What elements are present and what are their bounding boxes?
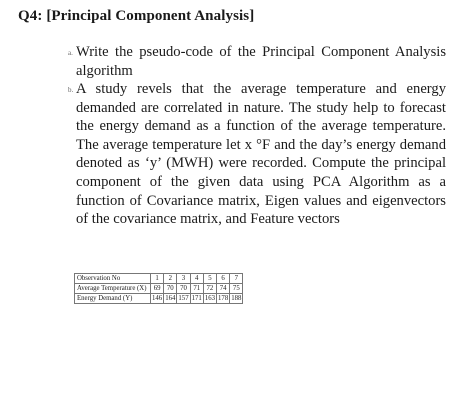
table-cell: 146 [152, 294, 163, 302]
row-label: Energy Demand (Y) [75, 294, 151, 304]
table-cell: 5 [203, 274, 216, 284]
question-heading: Q4: [Principal Component Analysis] [18, 8, 255, 24]
table-cell: 3 [177, 274, 190, 284]
table-cell: 70 [177, 284, 190, 294]
table-row [75, 274, 243, 284]
table-cell: 171 [191, 294, 202, 302]
table-row [75, 284, 243, 294]
table-row [75, 294, 243, 304]
row-label: Observation No [75, 274, 151, 284]
table-cell: 164 [165, 294, 176, 302]
table-cell: 188 [231, 294, 242, 302]
table-cell: 4 [190, 274, 203, 284]
table-cell: 178 [218, 294, 229, 302]
table-cell: 75 [230, 284, 243, 294]
table-cell: 157 [178, 294, 189, 302]
data-table [74, 273, 243, 304]
table-cell: 71 [190, 284, 203, 294]
table-cell: 72 [203, 284, 216, 294]
question-item-a [76, 43, 446, 80]
table-cell: 1 [151, 274, 164, 284]
table-cell: 2 [164, 274, 177, 284]
table-cell: 70 [164, 284, 177, 294]
table-cell: 69 [151, 284, 164, 294]
row-label: Average Temperature (X) [75, 284, 151, 294]
question-item-b [76, 80, 446, 229]
item-marker-a: a. [68, 49, 73, 57]
table-cell: 6 [217, 274, 230, 284]
table-cell: 163 [204, 294, 216, 302]
question-b-text: A study revels that the average temperature and energy demanded are correlated in nature. The study help to forecast the energy demand as a function of the average temperature. The average temperature let x °F and the day’s energy demand denoted as ‘y’ (MWH) were recorded. Compute the principal component of the given data using PCA Algorithm as a function of Covariance matrix, Eigen values and eigenvectors of the covariance matrix, and Feature vectors [76, 81, 446, 228]
table-cell: 74 [217, 284, 230, 294]
item-marker-b: b. [68, 86, 74, 94]
question-a-text: Write the pseudo-code of the Principal Component Analysis algorithm [76, 44, 446, 79]
table-cell: 7 [230, 274, 243, 284]
